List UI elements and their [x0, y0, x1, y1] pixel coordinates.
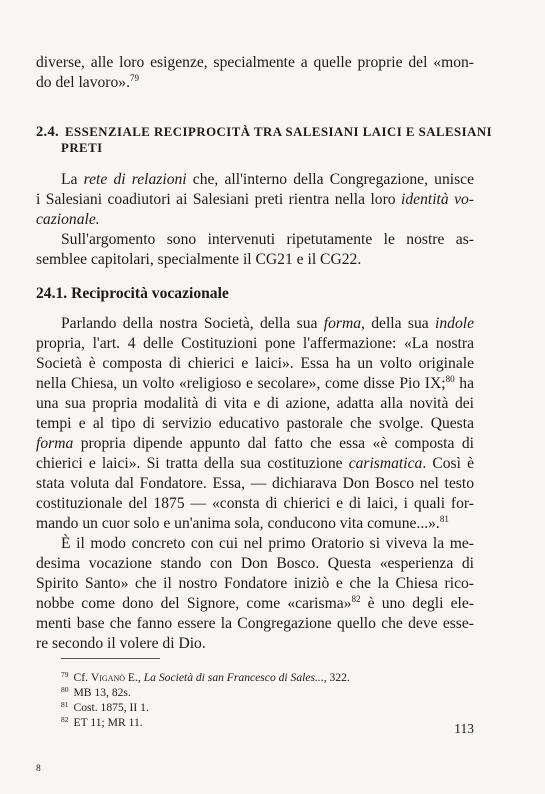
footnote: $^{82}$ ET 11; MR 11.	[61, 715, 143, 729]
text-line: chierici e laici». Si tratta della sua costituzione carismatica. Così è	[36, 455, 474, 472]
footnote-ref: 80	[445, 374, 455, 384]
text-line: forma propria dipende appunto dal fatto che essa «è composta di	[36, 435, 474, 452]
text-line: Sull'argomento sono intervenuti ripetutamente le nostre as-	[61, 231, 474, 248]
footnote-ref: 81	[439, 514, 449, 524]
text-line: È il modo concreto con cui nel primo Oratorio si viveva la me-	[61, 535, 474, 552]
text-line: stata voluta dal Fondatore. Essa, — dichiarava Don Bosco nel testo	[36, 475, 474, 492]
text-line: costituzionale del 1875 — «consta di chierici e di laici, i quali for-	[36, 495, 474, 512]
section-heading: 2.4. ESSENZIALE RECIPROCITÀ TRA SALESIANI LAICI E SALESIANI	[36, 124, 493, 140]
text-line: Parlando della nostra Società, della sua forma, della sua indole	[61, 315, 474, 332]
text-line: Società è composta di chierici e laici». Essa ha un volto originale	[36, 355, 474, 372]
text-line: propria, l'art. 4 delle Costituzioni pone l'affermazione: «La nostra	[36, 335, 474, 352]
text-line: La rete di relazioni che, all'interno della Congregazione, unisce	[61, 171, 474, 188]
footnote: $^{81}$ Cost. 1875, II 1.	[61, 700, 149, 714]
text-line: Spirito Santo» che il nostro Fondatore iniziò e che la Chiesa rico-	[36, 575, 474, 592]
text-line: menti base che fanno essere la Congregazione quello che deve esse-	[36, 615, 474, 632]
text-line: i Salesiani coadiutori ai Salesiani preti rientra nella loro identità vo-	[36, 191, 475, 208]
text-line: una sua propria modalità di vita e di azione, adatta alla novità dei	[36, 395, 474, 412]
footnote-separator	[61, 658, 160, 659]
text-line: desima vocazione stando con Don Bosco. Questa «esperienza di	[36, 555, 474, 572]
text-line: nella Chiesa, un volto «religioso e secolare», come disse Pio IX;$^{80}$ ha	[36, 374, 474, 392]
text-line: nobbe come dono del Signore, come «carisma»$^{82}$ è uno degli ele-	[36, 594, 474, 612]
text-line: tempi e al tipo di servizio educativo pastorale che svolge. Questa	[36, 415, 474, 432]
subsection-heading: 24.1. Reciprocità vocazionale	[36, 285, 229, 302]
text-line: cazionale.	[36, 211, 100, 228]
text-line: semblee capitolari, specialmente il CG21 e il CG22.	[36, 251, 362, 268]
footnote-ref: 82	[351, 594, 361, 604]
text-line: mando un cuor solo e un'anima sola, conducono vita comune...».$^{81}$	[36, 514, 449, 532]
footnote-ref: 79	[129, 73, 139, 83]
section-heading-continued: PRETI	[61, 141, 103, 155]
footnote: $^{79}$ Cf. Viganò E., La Società di san Francesco di Sales..., 322.	[61, 670, 350, 684]
text-line: diverse, alle loro esigenze, specialmente a quelle proprie del «mon-	[36, 54, 474, 71]
text-line: re secondo il volere di Dio.	[36, 635, 206, 652]
signature-mark: 8	[36, 764, 41, 774]
footnote: $^{80}$ MB 13, 82s.	[61, 685, 131, 699]
page-number: 113	[454, 721, 474, 736]
text-line: do del lavoro».$^{79}$	[36, 73, 139, 91]
